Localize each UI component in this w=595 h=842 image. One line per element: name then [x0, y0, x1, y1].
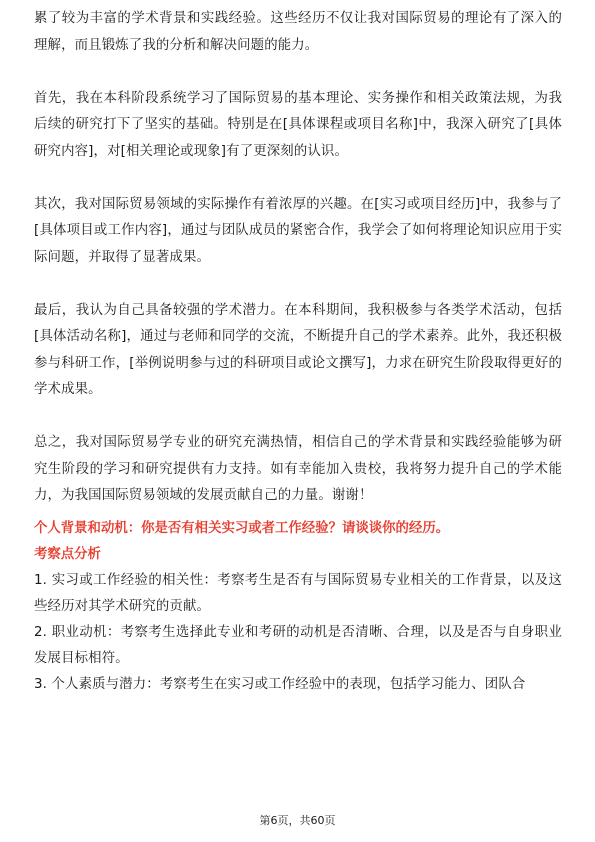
- paragraph-finally: 最后，我认为自己具备较强的学术潜力。在本科期间，我积极参与各类学术活动，包括[具体活动名称]，通过与老师和同学的交流，不断提升自己的学术素养。此外，我还积极参与科研工作，[举例说明参与过的科研项目或论文撰写]，力求在研究生阶段取得更好的学术成果。: [34, 302, 562, 397]
- page-number-footer: 第6页，共60页: [259, 814, 336, 827]
- analysis-item-potential: 3. 个人素质与潜力：考察考生在实习或工作经验中的表现，包括学习能力、团队合: [34, 676, 526, 692]
- interview-question: 个人背景和动机：你是否有相关实习或者工作经验？请谈谈你的经历。: [34, 520, 450, 536]
- paragraph-first: 首先，我在本科阶段系统学习了国际贸易的基本理论、实务操作和相关政策法规，为我后续的研究打下了坚实的基础。特别是在[具体课程或项目名称]中，我深入研究了[具体研究内容]，对[相关理论或现象]有了更深刻的认识。: [34, 90, 562, 159]
- paragraph-second: 其次，我对国际贸易领域的实际操作有着浓厚的兴趣。在[实习或项目经历]中，我参与了[具体项目或工作内容]，通过与团队成员的紧密合作，我学会了如何将理论知识应用于实际问题，并取得了显著成果。: [34, 196, 562, 265]
- analysis-item-motivation: 2. 职业动机：考察考生选择此专业和考研的动机是否清晰、合理，以及是否与自身职业发展目标相符。: [34, 624, 562, 666]
- analysis-heading: 考察点分析: [34, 546, 101, 562]
- page-content: [34, 6, 562, 698]
- paragraph-background: 累了较为丰富的学术背景和实践经验。这些经历不仅让我对国际贸易的理论有了深入的理解，而且锻炼了我的分析和解决问题的能力。: [34, 11, 562, 53]
- analysis-item-relevance: 1. 实习或工作经验的相关性：考察考生是否有与国际贸易专业相关的工作背景，以及这些经历对其学术研究的贡献。: [34, 572, 562, 614]
- paragraph-conclusion: 总之，我对国际贸易学专业的研究充满热情，相信自己的学术背景和实践经验能够为研究生阶段的学习和研究提供有力支持。如有幸能加入贵校，我将努力提升自己的学术能力，为我国国际贸易领域的发展贡献自己的力量。谢谢！: [34, 435, 562, 503]
